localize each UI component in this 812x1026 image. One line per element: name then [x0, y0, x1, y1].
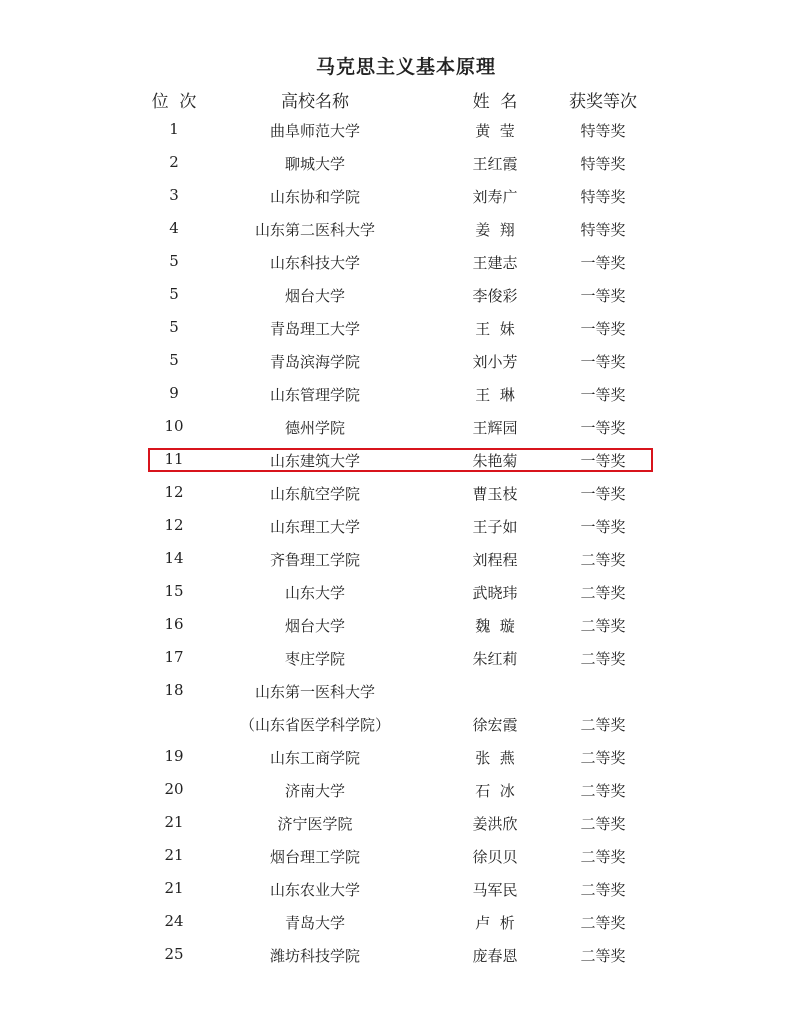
- name-cell: 黄 莹: [475, 122, 515, 140]
- rank-cell: 1: [169, 120, 179, 138]
- school-cell: 齐鲁理工学院: [269, 551, 360, 569]
- award-cell: 特等奖: [580, 188, 626, 206]
- name-cell: 姜洪欣: [472, 815, 518, 833]
- table-row: [0, 741, 812, 774]
- award-cell: 一等奖: [580, 287, 626, 305]
- table-row: [0, 147, 812, 180]
- award-cell: 二等奖: [580, 584, 626, 602]
- school-cell: 山东工商学院: [269, 749, 360, 767]
- table-row: [0, 675, 812, 708]
- school-cell: 烟台大学: [284, 287, 345, 305]
- rank-cell: 18: [164, 681, 184, 699]
- school-cell: 山东管理学院: [269, 386, 360, 404]
- award-cell: 特等奖: [580, 122, 626, 140]
- table-row: [0, 708, 812, 741]
- table-row: [0, 378, 812, 411]
- table-row: [0, 213, 812, 246]
- table-row: [0, 774, 812, 807]
- name-cell: 徐宏霞: [472, 716, 518, 734]
- table-row: [0, 543, 812, 576]
- table-row: [0, 609, 812, 642]
- school-cell: 山东航空学院: [269, 485, 360, 503]
- rank-cell: 9: [169, 384, 179, 402]
- rank-cell: 12: [164, 516, 184, 534]
- school-cell: 山东理工大学: [269, 518, 360, 536]
- rank-cell: 15: [164, 582, 184, 600]
- table-row: [0, 807, 812, 840]
- rank-cell: 21: [164, 813, 184, 831]
- name-cell: 徐贝贝: [472, 848, 518, 866]
- header-rank: 位 次: [151, 92, 197, 112]
- award-cell: 一等奖: [580, 386, 626, 404]
- name-cell: 朱艳菊: [472, 452, 518, 470]
- header-school: 高校名称: [281, 92, 349, 112]
- highlight-box: [148, 448, 653, 472]
- rank-cell: 5: [169, 252, 179, 270]
- school-cell: 枣庄学院: [284, 650, 345, 668]
- table-row: [0, 510, 812, 543]
- name-cell: 李俊彩: [472, 287, 518, 305]
- name-cell: 马军民: [472, 881, 518, 899]
- name-cell: 王 琳: [475, 386, 515, 404]
- award-cell: 一等奖: [580, 254, 626, 272]
- name-cell: 庞春恩: [472, 947, 518, 965]
- table-row: [0, 873, 812, 906]
- award-cell: 一等奖: [580, 353, 626, 371]
- rank-cell: 2: [169, 153, 179, 171]
- name-cell: 刘寿广: [472, 188, 518, 206]
- rank-cell: 5: [169, 285, 179, 303]
- name-cell: 武晓玮: [472, 584, 518, 602]
- rank-cell: 14: [164, 549, 184, 567]
- table-row: [0, 279, 812, 312]
- school-cell: 聊城大学: [284, 155, 345, 173]
- rank-cell: 20: [164, 780, 184, 798]
- table-row: [0, 312, 812, 345]
- school-cell: 济宁医学院: [277, 815, 353, 833]
- rank-cell: 11: [164, 450, 184, 468]
- award-cell: 一等奖: [580, 320, 626, 338]
- school-cell: 烟台大学: [284, 617, 345, 635]
- school-cell: 青岛大学: [284, 914, 345, 932]
- name-cell: 张 燕: [475, 749, 515, 767]
- award-cell: 二等奖: [580, 716, 626, 734]
- award-cell: 二等奖: [580, 914, 626, 932]
- school-cell: 山东大学: [284, 584, 345, 602]
- award-cell: 二等奖: [580, 617, 626, 635]
- name-cell: 卢 析: [475, 914, 515, 932]
- school-cell: 山东协和学院: [269, 188, 360, 206]
- school-cell: 山东第二医科大学: [254, 221, 375, 239]
- school-cell: 烟台理工学院: [269, 848, 360, 866]
- name-cell: 曹玉枝: [472, 485, 518, 503]
- school-cell: 山东建筑大学: [269, 452, 360, 470]
- table-row: [0, 246, 812, 279]
- award-cell: 二等奖: [580, 749, 626, 767]
- rank-cell: 21: [164, 879, 184, 897]
- table-row: [0, 114, 812, 147]
- rank-cell: 4: [169, 219, 179, 237]
- name-cell: 朱红莉: [472, 650, 518, 668]
- rank-cell: 10: [164, 417, 184, 435]
- award-cell: 特等奖: [580, 221, 626, 239]
- page-title: 马克思主义基本原理: [315, 56, 496, 78]
- header-name: 姓 名: [472, 92, 518, 112]
- table-row: [0, 477, 812, 510]
- school-cell: 德州学院: [284, 419, 345, 437]
- name-cell: 姜 翔: [475, 221, 515, 239]
- award-cell: 二等奖: [580, 815, 626, 833]
- name-cell: 王辉园: [472, 419, 518, 437]
- award-cell: 一等奖: [580, 518, 626, 536]
- award-cell: 二等奖: [580, 551, 626, 569]
- table-header: [0, 87, 812, 111]
- header-award: 获奖等次: [569, 92, 637, 112]
- table-row: [0, 840, 812, 873]
- table-row: [0, 411, 812, 444]
- award-cell: 二等奖: [580, 782, 626, 800]
- name-cell: 石 冰: [475, 782, 515, 800]
- name-cell: 刘程程: [472, 551, 518, 569]
- school-cell: （山东省医学科学院）: [239, 716, 390, 734]
- award-cell: 一等奖: [580, 452, 626, 470]
- table-row: [0, 906, 812, 939]
- table-row: [0, 576, 812, 609]
- rank-cell: 25: [164, 945, 184, 963]
- name-cell: 王建志: [472, 254, 518, 272]
- school-cell: 青岛滨海学院: [269, 353, 360, 371]
- rank-cell: 19: [164, 747, 184, 765]
- name-cell: 魏 璇: [475, 617, 515, 635]
- award-cell: 一等奖: [580, 485, 626, 503]
- rank-cell: 12: [164, 483, 184, 501]
- table-row: [0, 939, 812, 972]
- table-row: [0, 345, 812, 378]
- table-row: [0, 642, 812, 675]
- school-cell: 潍坊科技学院: [269, 947, 360, 965]
- school-cell: 青岛理工大学: [269, 320, 360, 338]
- results-table: [0, 114, 812, 972]
- school-cell: 曲阜师范大学: [269, 122, 360, 140]
- award-cell: 特等奖: [580, 155, 626, 173]
- award-cell: 二等奖: [580, 650, 626, 668]
- school-cell: 山东第一医科大学: [254, 683, 375, 701]
- name-cell: 王红霞: [472, 155, 518, 173]
- school-cell: 济南大学: [284, 782, 345, 800]
- school-cell: 山东科技大学: [269, 254, 360, 272]
- school-cell: 山东农业大学: [269, 881, 360, 899]
- rank-cell: 24: [164, 912, 184, 930]
- name-cell: 王 妹: [475, 320, 515, 338]
- rank-cell: 21: [164, 846, 184, 864]
- name-cell: 王子如: [472, 518, 518, 536]
- name-cell: 刘小芳: [472, 353, 518, 371]
- rank-cell: 16: [164, 615, 184, 633]
- award-cell: 二等奖: [580, 947, 626, 965]
- award-cell: 二等奖: [580, 848, 626, 866]
- rank-cell: 5: [169, 351, 179, 369]
- award-cell: 一等奖: [580, 419, 626, 437]
- rank-cell: 3: [169, 186, 179, 204]
- table-row: [0, 180, 812, 213]
- rank-cell: 17: [164, 648, 184, 666]
- rank-cell: 5: [169, 318, 179, 336]
- award-cell: 二等奖: [580, 881, 626, 899]
